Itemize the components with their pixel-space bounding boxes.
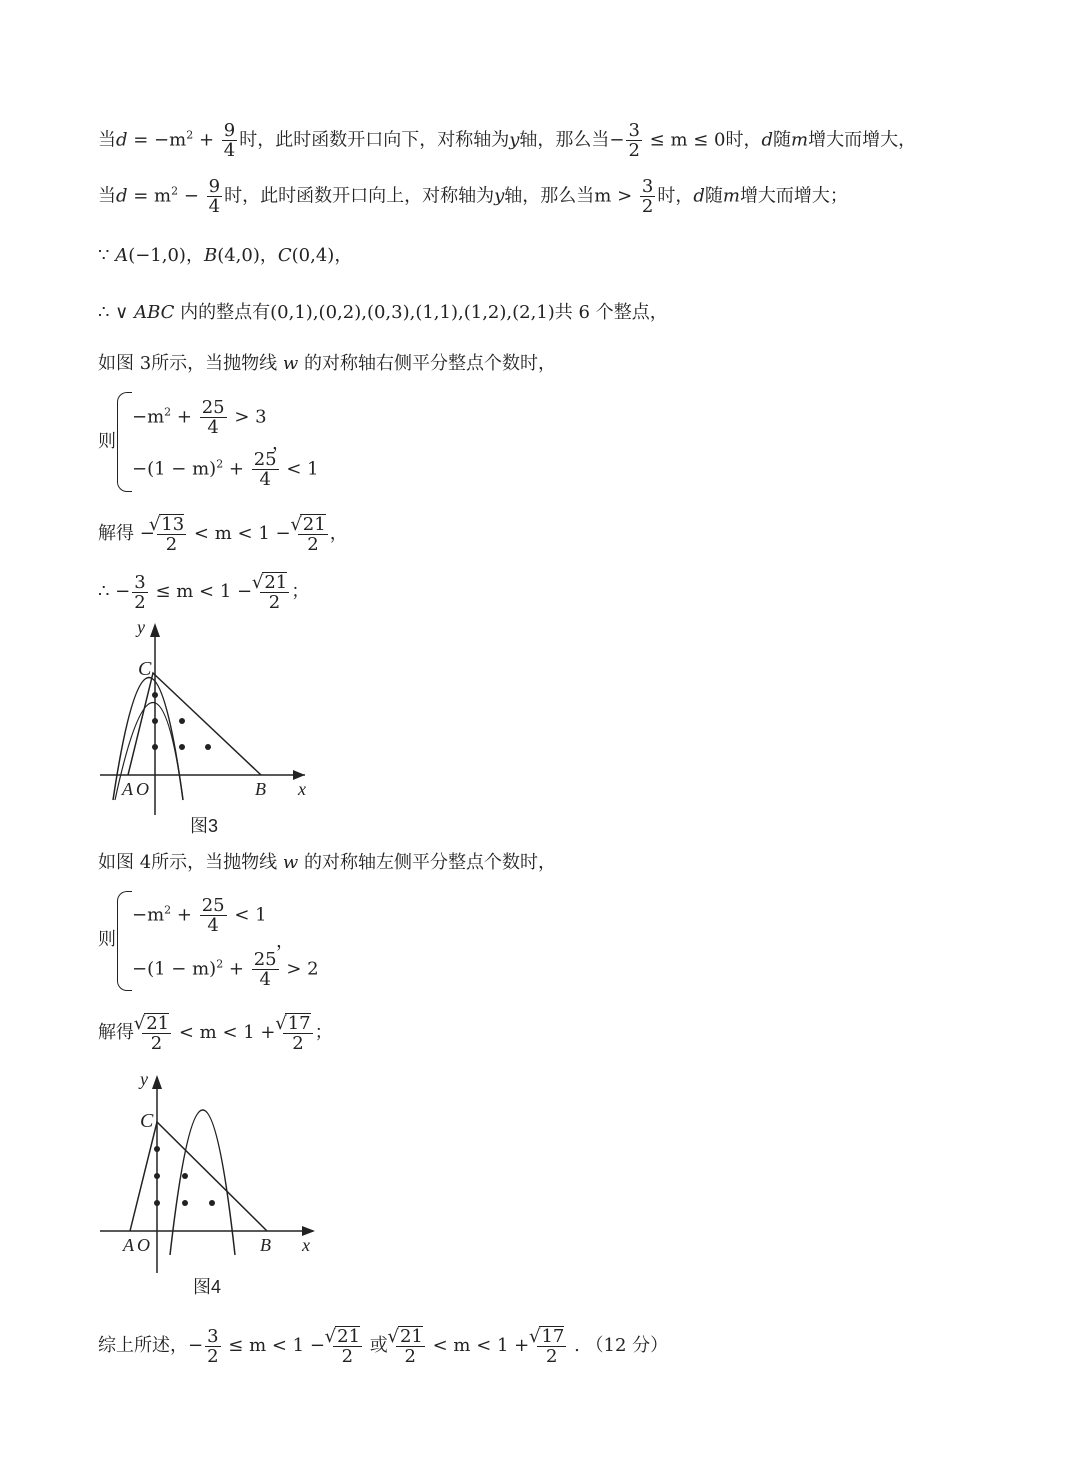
denominator: 2 — [628, 140, 640, 161]
fraction — [222, 121, 237, 160]
denominator: 2 — [207, 1345, 219, 1367]
fraction — [537, 1326, 566, 1366]
numerator: 25 — [201, 895, 225, 916]
sqrt: √ 21 — [144, 1013, 169, 1033]
fraction — [157, 514, 186, 554]
denominator: 4 — [207, 915, 219, 936]
coord: (4,0) — [217, 245, 260, 266]
triangle-name: ABC — [134, 302, 175, 323]
text-line-4 — [98, 301, 668, 325]
text: ≤ m < 1 − — [222, 1335, 331, 1356]
point-label-a: A — [123, 1235, 134, 1255]
var-m: m — [722, 185, 740, 207]
system-row-1 — [132, 398, 267, 437]
numerator: 3 — [641, 176, 654, 197]
var-w: w — [282, 353, 299, 374]
sqrt: √ 17 — [285, 1013, 310, 1033]
text: −(1 − m) — [132, 458, 217, 480]
var-y: y — [509, 129, 520, 151]
text-line-6 — [98, 514, 348, 554]
sqrt: √ 21 — [398, 1326, 423, 1346]
var-d: d — [116, 185, 128, 207]
numerator: 9 — [223, 120, 236, 141]
fraction — [283, 1013, 312, 1053]
sqrt: √ 17 — [539, 1326, 564, 1346]
text-line-7 — [98, 572, 309, 612]
fraction — [200, 896, 227, 935]
figure-4-caption: 图4 — [193, 1277, 222, 1297]
text: 如图 3所示，当抛物线 — [98, 353, 283, 374]
axis-label-x: x — [298, 779, 306, 799]
point-label-b: B — [255, 779, 266, 799]
text: = m — [127, 185, 172, 207]
text: ∵ — [98, 245, 116, 266]
text-line-8 — [98, 851, 556, 875]
denominator: 2 — [307, 534, 319, 555]
lattice-point — [154, 1146, 160, 1152]
fraction — [298, 514, 327, 554]
system-row-2 — [132, 950, 319, 989]
text: − — [178, 185, 205, 207]
figure-4 — [95, 1065, 325, 1280]
numerator: 9 — [208, 176, 221, 197]
denominator: 4 — [223, 140, 236, 161]
y-axis-arrow-icon — [152, 1075, 162, 1089]
text: −m — [132, 406, 165, 428]
var-d: d — [693, 185, 705, 207]
comma: ， — [272, 433, 290, 454]
coord: (0,4) — [291, 245, 335, 266]
denominator: 4 — [259, 969, 271, 990]
point-label-a: A — [122, 779, 133, 799]
point-B: B — [203, 245, 218, 266]
text: 增大而增大， — [808, 129, 917, 151]
fraction — [132, 573, 147, 612]
numerator: 25 — [201, 397, 225, 418]
text: 轴，那么当 — [504, 185, 595, 207]
text: ≤ m < 1 − — [149, 581, 258, 602]
denominator: 2 — [545, 1346, 558, 1367]
exponent: 2 — [171, 184, 179, 198]
text: 的对称轴右侧平分整点个数时， — [298, 353, 557, 374]
numerator: 3 — [207, 1325, 219, 1347]
text-line-1 — [98, 121, 916, 160]
text: 当 — [98, 185, 116, 207]
denominator: 2 — [165, 534, 178, 555]
denominator: 2 — [341, 1346, 354, 1367]
fraction — [260, 572, 289, 612]
text: < 1 — [280, 458, 319, 480]
numerator: 3 — [134, 571, 146, 593]
exponent: 2 — [186, 128, 194, 142]
var-m: m — [791, 129, 809, 151]
point-label-c: C — [138, 658, 152, 680]
text: 轴，那么当 — [519, 129, 610, 151]
lattice-point — [205, 744, 211, 750]
text: + — [223, 958, 250, 980]
sqrt: √ 13 — [159, 514, 184, 534]
fraction — [640, 177, 655, 216]
lattice-point — [152, 692, 158, 698]
sqrt: √ 21 — [335, 1326, 360, 1346]
fraction — [333, 1326, 362, 1366]
triangle-abc — [130, 1122, 267, 1231]
lattice-point — [182, 1173, 188, 1179]
text: 当 — [98, 129, 116, 151]
text: ， — [259, 245, 278, 266]
numerator: 25 — [253, 449, 277, 470]
denominator: 2 — [641, 196, 654, 217]
point-label-b: B — [260, 1235, 271, 1255]
text: 随 — [773, 129, 792, 151]
exponent: 2 — [216, 957, 224, 971]
point-C: C — [277, 245, 292, 266]
denominator: 4 — [207, 417, 219, 438]
text: ， — [334, 245, 353, 266]
text: = −m — [127, 129, 187, 151]
exponent: 2 — [164, 903, 172, 917]
lattice-point — [152, 744, 158, 750]
point-A: A — [115, 245, 129, 266]
system-row-1 — [132, 896, 267, 935]
figure-3-caption: 图3 — [190, 816, 219, 836]
fraction — [200, 398, 227, 437]
text: ， — [329, 523, 348, 544]
text: 的对称轴左侧平分整点个数时， — [298, 852, 557, 873]
lattice-point — [152, 718, 158, 724]
text: < m < 1 + — [173, 1022, 282, 1043]
axis-label-x: x — [302, 1235, 310, 1255]
var-d: d — [761, 129, 774, 151]
text: 时，此时函数开口向下，对称轴为 — [239, 129, 510, 151]
text: + — [193, 129, 220, 151]
text: 解得 − — [98, 523, 155, 544]
fraction — [205, 1327, 220, 1366]
text: 如图 4所示，当抛物线 — [98, 852, 283, 873]
text: 解得 — [98, 1022, 140, 1043]
text: ， — [185, 245, 204, 266]
figure-3 — [95, 615, 325, 820]
text: 或 — [364, 1335, 394, 1356]
sqrt: √ 21 — [300, 514, 325, 534]
lattice-point — [154, 1200, 160, 1206]
text: 综上所述，− — [98, 1335, 204, 1356]
text: 时，此时函数开口向上，对称轴为 — [224, 185, 495, 207]
text: 共 6 个整点， — [554, 302, 668, 323]
var-w: w — [282, 852, 299, 873]
denominator: 4 — [208, 196, 221, 217]
text: ； — [314, 1022, 333, 1043]
sqrt: √ 21 — [262, 572, 287, 592]
denominator: 2 — [292, 1033, 304, 1054]
y-axis-arrow-icon — [150, 623, 160, 637]
text-line-10 — [98, 1326, 668, 1366]
axis-label-y: y — [137, 617, 145, 637]
text: m > — [594, 185, 638, 207]
text: ∴ − — [98, 581, 131, 602]
point-label-o: O — [137, 1235, 150, 1255]
text: − — [609, 129, 625, 151]
lattice-point — [154, 1173, 160, 1179]
coord: (−1,0) — [128, 245, 186, 266]
denominator: 2 — [134, 591, 146, 613]
text: ≤ m ≤ 0时， — [643, 129, 762, 151]
text: > 3 — [228, 406, 267, 428]
point-list: (0,1),(0,2),(0,3),(1,1),(1,2),(2,1) — [270, 302, 555, 323]
label-ze: 则 — [98, 929, 116, 950]
lattice-point — [182, 1200, 188, 1206]
text: −m — [132, 904, 165, 926]
fraction — [396, 1326, 425, 1366]
denominator: 2 — [150, 1033, 163, 1054]
fraction — [207, 177, 222, 216]
denominator: 2 — [268, 592, 281, 613]
point-label-c: C — [140, 1110, 154, 1132]
axis-label-y: y — [140, 1069, 148, 1089]
point-label-o: O — [136, 779, 149, 799]
denominator: 4 — [259, 469, 271, 490]
var-d: d — [116, 129, 128, 151]
text: ； — [291, 581, 310, 602]
text: > 2 — [280, 958, 319, 980]
text: 随 — [704, 185, 723, 207]
text: 内的整点有 — [174, 302, 271, 323]
numerator: 3 — [628, 120, 640, 141]
text: + — [223, 458, 250, 480]
text: < m < 1 − — [188, 523, 297, 544]
text: < m < 1 + — [426, 1335, 535, 1356]
lattice-point — [179, 744, 185, 750]
exponent: 2 — [216, 457, 224, 471]
comma: ， — [276, 931, 294, 952]
fraction — [252, 950, 279, 989]
denominator: 2 — [404, 1346, 416, 1367]
text-line-9 — [98, 1013, 333, 1053]
text: 时， — [657, 185, 694, 207]
text: 增大而增大； — [739, 185, 848, 207]
text-line-3 — [98, 244, 352, 268]
exponent: 2 — [164, 405, 172, 419]
text: −(1 − m) — [132, 958, 217, 980]
text-line-2 — [98, 177, 848, 216]
var-y: y — [494, 185, 505, 207]
system-row-2 — [132, 450, 319, 489]
text: . （12 分） — [568, 1335, 669, 1356]
numerator: 25 — [253, 949, 277, 970]
text: + — [171, 904, 198, 926]
text: < 1 — [228, 904, 267, 926]
fraction — [142, 1013, 171, 1053]
fraction — [626, 121, 641, 160]
lattice-point — [179, 718, 185, 724]
parabola-1 — [170, 1110, 235, 1255]
text: ∴ ∨ — [98, 302, 135, 323]
text: + — [171, 406, 198, 428]
text-line-5 — [98, 352, 556, 376]
brace — [117, 891, 132, 991]
triangle-abc — [128, 673, 261, 775]
brace — [117, 392, 132, 492]
label-ze: 则 — [98, 431, 116, 452]
lattice-point — [209, 1200, 215, 1206]
